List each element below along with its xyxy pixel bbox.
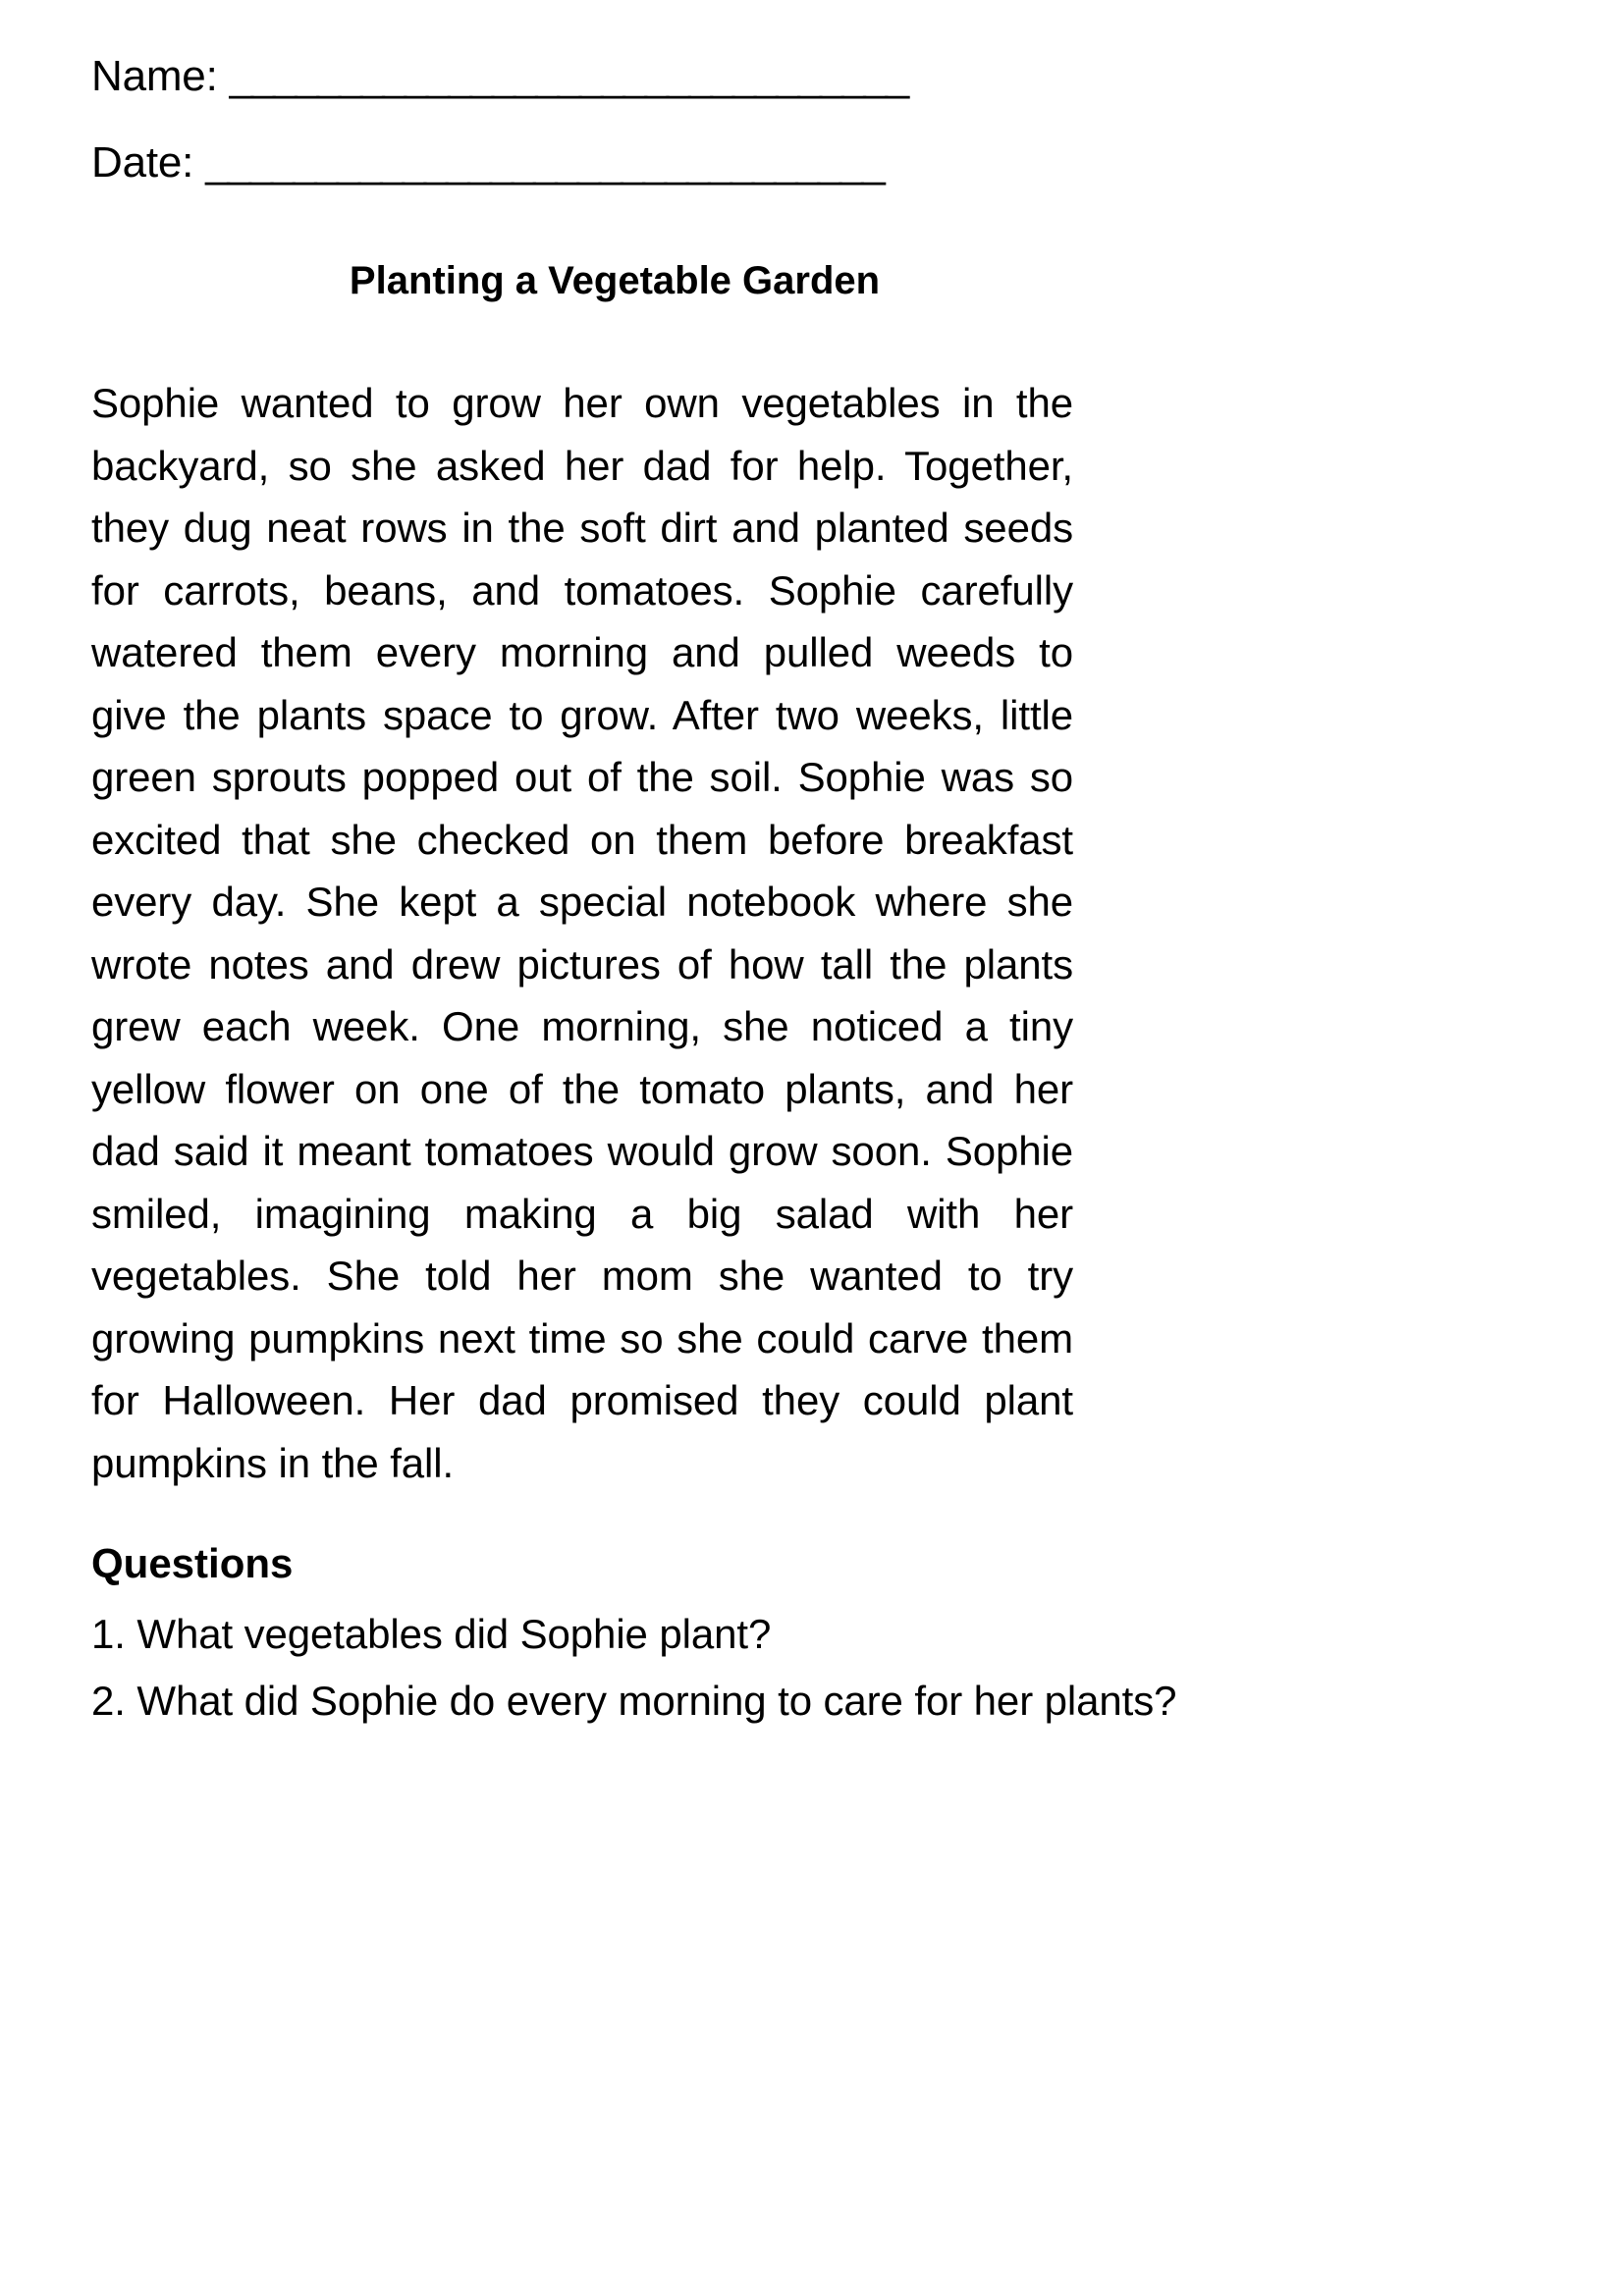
name-field-rule[interactable]: _______________________________ xyxy=(229,52,908,100)
date-field-row xyxy=(91,138,1531,187)
question-item: 1. What vegetables did Sophie plant? xyxy=(91,1611,772,1657)
date-field-rule[interactable]: _______________________________ xyxy=(205,138,884,187)
date-field-label: Date: xyxy=(91,138,194,187)
question-item: 2. What did Sophie do every morning to care for her plants? xyxy=(91,1678,1177,1724)
name-field-label: Name: xyxy=(91,52,218,100)
page-title: Planting a Vegetable Garden xyxy=(349,259,881,302)
reading-passage: Sophie wanted to grow her own vegetables in the backyard, so she asked her dad for help. Together, they dug neat rows in the soft dirt and planted seeds for carrots, beans, and tomatoes. Sophie carefully watered them every morning and pulled weeds to give the plants space to grow. After two weeks, little green sprouts popped out of the soil. Sophie was so excited that she checked on them before breakfast every day. She kept a special notebook where she wrote notes and drew pictures of how tall the plants grew each week. One morning, she noticed a tiny yellow flower on one of the tomato plants, and her dad said it meant tomatoes would grow soon. Sophie smiled, imagining making a big salad with her vegetables. She told her mom she wanted to try growing pumpkins next time so she could carve them for Halloween. Her dad promised they could plant pumpkins in the fall. xyxy=(91,380,1073,1486)
questions-list xyxy=(91,1611,1531,1724)
questions-heading: Questions xyxy=(91,1540,294,1586)
worksheet-content xyxy=(91,0,1531,1722)
name-field-row xyxy=(91,52,1531,100)
